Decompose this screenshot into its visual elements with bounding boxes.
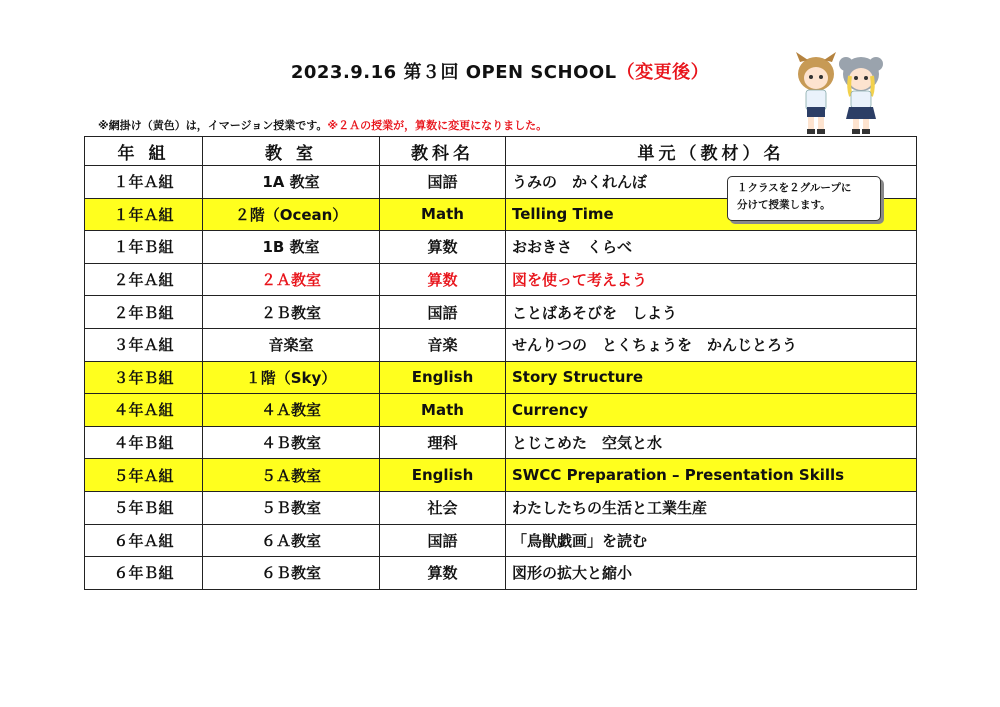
cell-room: 1B 教室 — [203, 231, 380, 264]
table-row — [85, 263, 917, 296]
cell-subject: 理科 — [380, 426, 506, 459]
callout-line-2: 分けて授業します。 — [737, 199, 831, 211]
cell-grade: ６年Ｂ組 — [85, 557, 203, 590]
table-row — [85, 524, 917, 557]
cell-room: ２Ｂ教室 — [203, 296, 380, 329]
cell-subject: 音楽 — [380, 328, 506, 361]
cell-room: ４Ａ教室 — [203, 394, 380, 427]
cell-subject: 国語 — [380, 524, 506, 557]
cell-room: ２Ａ教室 — [203, 263, 380, 296]
cell-grade: ２年Ａ組 — [85, 263, 203, 296]
cell-subject: 算数 — [380, 263, 506, 296]
cell-unit: とじこめた 空気と水 — [506, 426, 917, 459]
cell-room: 音楽室 — [203, 328, 380, 361]
mascot-characters-illustration — [788, 52, 888, 136]
cell-grade: ５年Ａ組 — [85, 459, 203, 492]
note — [98, 117, 547, 133]
cell-room: ６Ａ教室 — [203, 524, 380, 557]
cell-grade: １年Ａ組 — [85, 198, 203, 231]
cell-unit: Story Structure — [506, 361, 917, 394]
title-changed: （変更後） — [616, 62, 710, 83]
title-main: 2023.9.16 第３回 OPEN SCHOOL — [290, 62, 617, 83]
cell-grade: ３年Ｂ組 — [85, 361, 203, 394]
note-change: ※２Ａの授業が，算数に変更になりました。 — [327, 119, 548, 132]
table-row — [85, 361, 917, 394]
cell-subject: Math — [380, 394, 506, 427]
header-room: 教 室 — [203, 137, 380, 166]
cell-unit: SWCC Preparation – Presentation Skills — [506, 459, 917, 492]
cell-subject: English — [380, 361, 506, 394]
cell-grade: ２年Ｂ組 — [85, 296, 203, 329]
cell-unit: 「鳥獣戯画」を読む — [506, 524, 917, 557]
cell-unit: おおきさ くらべ — [506, 231, 917, 264]
cell-unit: わたしたちの生活と工業生産 — [506, 491, 917, 524]
cell-grade: ４年Ａ組 — [85, 394, 203, 427]
cell-room: ４Ｂ教室 — [203, 426, 380, 459]
cell-subject: English — [380, 459, 506, 492]
cell-subject: 国語 — [380, 296, 506, 329]
header-grade: 年 組 — [85, 137, 203, 166]
cell-unit: 図形の拡大と縮小 — [506, 557, 917, 590]
table-header-row — [85, 137, 917, 166]
cell-grade: ６年Ａ組 — [85, 524, 203, 557]
cell-unit: せんりつの とくちょうを かんじとろう — [506, 328, 917, 361]
cell-subject: 算数 — [380, 557, 506, 590]
cell-unit: Currency — [506, 394, 917, 427]
note-immersion: ※網掛け（黄色）は，イマージョン授業です。 — [98, 119, 328, 132]
header-subject: 教科名 — [380, 137, 506, 166]
table-row — [85, 328, 917, 361]
cell-subject: 社会 — [380, 491, 506, 524]
cell-room: ６Ｂ教室 — [203, 557, 380, 590]
table-row — [85, 426, 917, 459]
cell-grade: ３年Ａ組 — [85, 328, 203, 361]
cell-subject: 国語 — [380, 166, 506, 199]
cell-room: １階（Sky） — [203, 361, 380, 394]
table-row — [85, 231, 917, 264]
callout-line-1: １クラスを２グループに — [737, 182, 852, 194]
cell-room: ２階（Ocean） — [203, 198, 380, 231]
table-row — [85, 557, 917, 590]
cell-grade: ５年Ｂ組 — [85, 491, 203, 524]
cell-unit: うみの かくれんぼ — [506, 166, 917, 199]
table-row — [85, 394, 917, 427]
cell-grade: １年Ａ組 — [85, 166, 203, 199]
cell-grade: １年Ｂ組 — [85, 231, 203, 264]
table-row — [85, 459, 917, 492]
header-unit: 単元（教材）名 — [506, 137, 917, 166]
table-row — [85, 491, 917, 524]
table-row — [85, 296, 917, 329]
cell-room: ５Ａ教室 — [203, 459, 380, 492]
cell-unit: ことばあそびを しよう — [506, 296, 917, 329]
cell-room: 1A 教室 — [203, 166, 380, 199]
cell-subject: 算数 — [380, 231, 506, 264]
cell-unit: Telling Time — [506, 198, 917, 231]
cell-unit: 図を使って考えよう — [506, 263, 917, 296]
cell-room: ５Ｂ教室 — [203, 491, 380, 524]
cell-subject: Math — [380, 198, 506, 231]
cell-grade: ４年Ｂ組 — [85, 426, 203, 459]
callout-note — [727, 176, 881, 221]
